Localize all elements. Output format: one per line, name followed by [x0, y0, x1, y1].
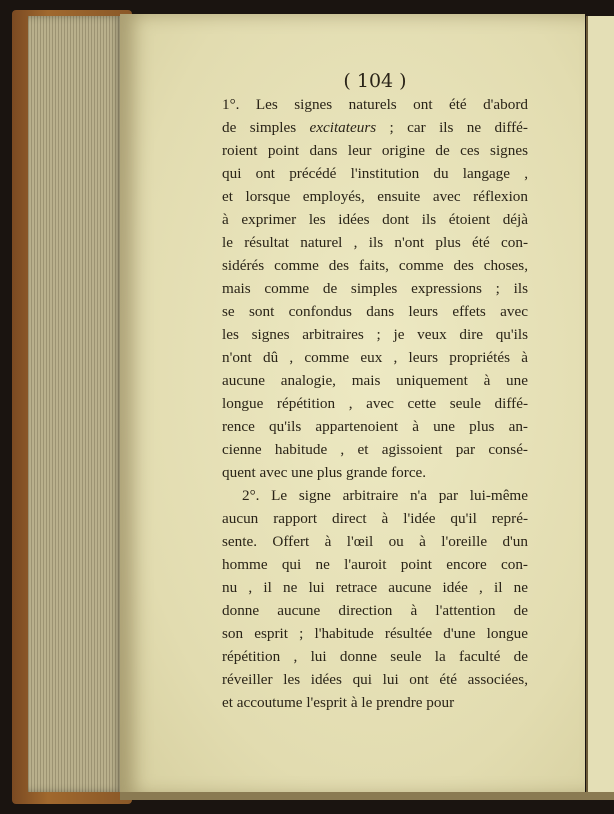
book-bottom-edge	[120, 792, 614, 800]
text-line: longue répétition , avec cette seule diffé-	[222, 395, 528, 412]
body-text	[222, 93, 528, 714]
text-line: réveiller les idées qui lui ont été associées,	[222, 671, 528, 688]
text-line: 2°. Le signe arbitraire n'a par lui-même	[242, 487, 528, 504]
text-line: sente. Offert à l'œil ou à l'oreille d'un	[222, 533, 528, 550]
text-line: sidérés comme des faits, comme des choses,	[222, 257, 528, 274]
page-number: ( 104 )	[343, 70, 407, 92]
text-line: quent avec une plus grande force.	[222, 464, 427, 481]
text-line: le résultat naturel , ils n'ont plus été con-	[222, 234, 528, 251]
text-line: et accoutume l'esprit à le prendre pour	[222, 694, 455, 711]
text-line: qui ont précédé l'institution du langage ,	[222, 165, 528, 182]
text-line: roient point dans leur origine de ces signes	[222, 142, 528, 159]
facing-page	[586, 16, 614, 792]
text-line: se sont confondus dans leurs effets avec	[222, 303, 528, 320]
text-line: n'ont dû , comme eux , leurs propriétés à	[222, 349, 528, 366]
text-line: mais comme de simples expressions ; ils	[222, 280, 528, 297]
text-line: cienne habitude , et agissoient par consé-	[222, 441, 528, 458]
text-line: les signes arbitraires ; je veux dire qu'ils	[222, 326, 528, 343]
text-line: son esprit ; l'habitude résultée d'une longue	[222, 625, 528, 642]
text-line: répétition , lui donne seule la faculté de	[222, 648, 528, 665]
text-line: de simples excitateurs ; car ils ne diffé-	[222, 119, 528, 136]
text-line: à exprimer les idées dont ils étoient déjà	[222, 211, 528, 228]
text-line: aucune analogie, mais uniquement à une	[222, 372, 528, 389]
text-line: aucun rapport direct à l'idée qu'il repré-	[222, 510, 528, 527]
text-line: nu , il ne lui retrace aucune idée , il ne	[222, 579, 528, 596]
page-edges	[28, 16, 124, 792]
text-line: rence qu'ils appartenoient à une plus an-	[222, 418, 528, 435]
text-line: donne aucune direction à l'attention de	[222, 602, 528, 619]
text-line: homme qui ne l'auroit point encore con-	[222, 556, 528, 573]
text-line: 1°. Les signes naturels ont été d'abord	[222, 96, 528, 113]
text-line: et lorsque employés, ensuite avec réflexion	[222, 188, 528, 205]
